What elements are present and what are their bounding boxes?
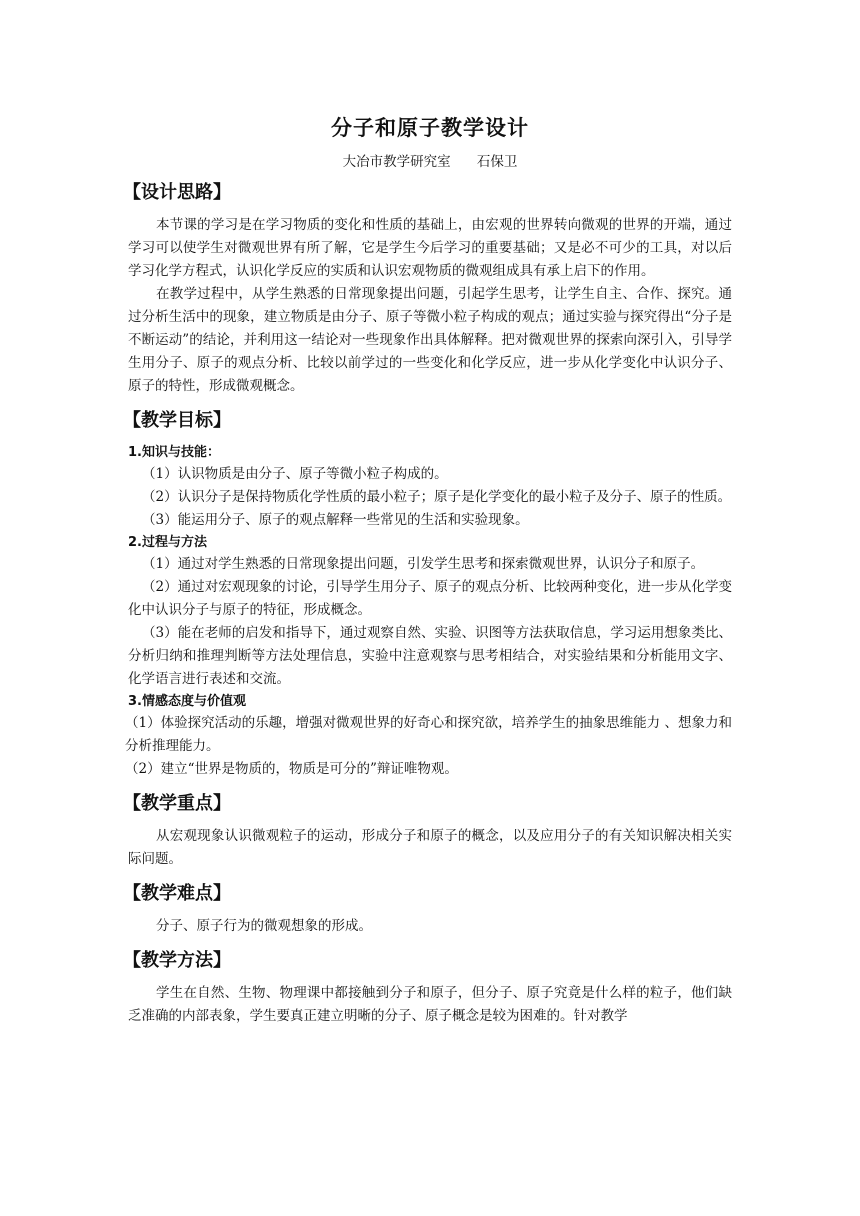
document-body — [123, 112, 732, 1028]
document-author: 大冶市教学研究室 石保卫 — [342, 154, 518, 170]
section-heading-design: 【设计思路】 — [123, 182, 231, 203]
goal-1-item-1: （1）认识物质是由分子、原子等微小粒子构成的。 — [142, 466, 448, 482]
design-paragraph-2: 在教学过程中，从学生熟悉的日常现象提出问题，引起学生思考，让学生自主、合作、探究。通过分析生活中的现象，建立物质是由分子、原子等微小粒子构成的观点；通过实验与探究得出“分子是不断运动”的结论，并利用这一结论对一些现象作出具体解释。把对微观世界的探索向深引入，引导学生用分子、原子的观点分析、比较以前学过的一些变化和化学反应，进一步从化学变化中认识分子、原子的特性，形成微观概念。 — [128, 286, 732, 394]
document-title: 分子和原子教学设计 — [331, 115, 529, 140]
goal-2-item-1: （1）通过对学生熟悉的日常现象提出问题，引发学生思考和探索微观世界，认识分子和原子。 — [142, 556, 705, 572]
goal-3-item-1: （1）体验探究活动的乐趣，增强对微观世界的好奇心和探究欲，培养学生的抽象思维能力 、想象力和分析推理能力。 — [125, 715, 732, 754]
section-heading-goals: 【教学目标】 — [123, 410, 231, 431]
goal-2-title: 2.过程与方法 — [128, 535, 207, 550]
goal-2-item-2: （2）通过对宏观现象的讨论，引导学生用分子、原子的观点分析、比较两种变化，进一步从化学变化中认识分子与原子的特征，形成概念。 — [128, 579, 732, 618]
design-paragraph-1: 本节课的学习是在学习物质的变化和性质的基础上，由宏观的世界转向微观的世界的开端，通过学习可以使学生对微观世界有所了解，它是学生今后学习的重要基础；又是必不可少的工具，对以后学习化学方程式，认识化学反应的实质和认识宏观物质的微观组成具有承上启下的作用。 — [128, 217, 732, 279]
goal-2-item-3: （3）能在老师的启发和指导下，通过观察自然、实验、识图等方法获取信息，学习运用想象类比、分析归纳和推理判断等方法处理信息，实验中注意观察与思考相结合，对实验结果和分析能用文字、化学语言进行表述和交流。 — [128, 625, 732, 687]
section-heading-difficult: 【教学难点】 — [123, 883, 231, 904]
goal-3-title: 3.情感态度与价值观 — [128, 694, 246, 709]
key-paragraph: 从宏观现象认识微观粒子的运动，形成分子和原子的概念，以及应用分子的有关知识解决相关实际问题。 — [128, 828, 732, 867]
goal-1-item-3: （3）能运用分子、原子的观点解释一些常见的生活和实验现象。 — [142, 512, 529, 528]
section-heading-key: 【教学重点】 — [123, 793, 231, 814]
difficult-paragraph: 分子、原子行为的微观想象的形成。 — [156, 918, 372, 934]
goal-1-title: 1.知识与技能： — [128, 445, 220, 460]
section-heading-method: 【教学方法】 — [123, 950, 231, 971]
method-paragraph: 学生在自然、生物、物理课中都接触到分子和原子，但分子、原子究竟是什么样的粒子，他们缺乏准确的内部表象，学生要真正建立明晰的分子、原子概念是较为困难的。针对教学 — [128, 985, 732, 1024]
goal-3-item-2: （2）建立“世界是物质的，物质是可分的”辩证唯物观。 — [125, 761, 458, 777]
goal-1-item-2: （2）认识分子是保持物质化学性质的最小粒子；原子是化学变化的最小粒子及分子、原子的性质。 — [142, 489, 732, 505]
